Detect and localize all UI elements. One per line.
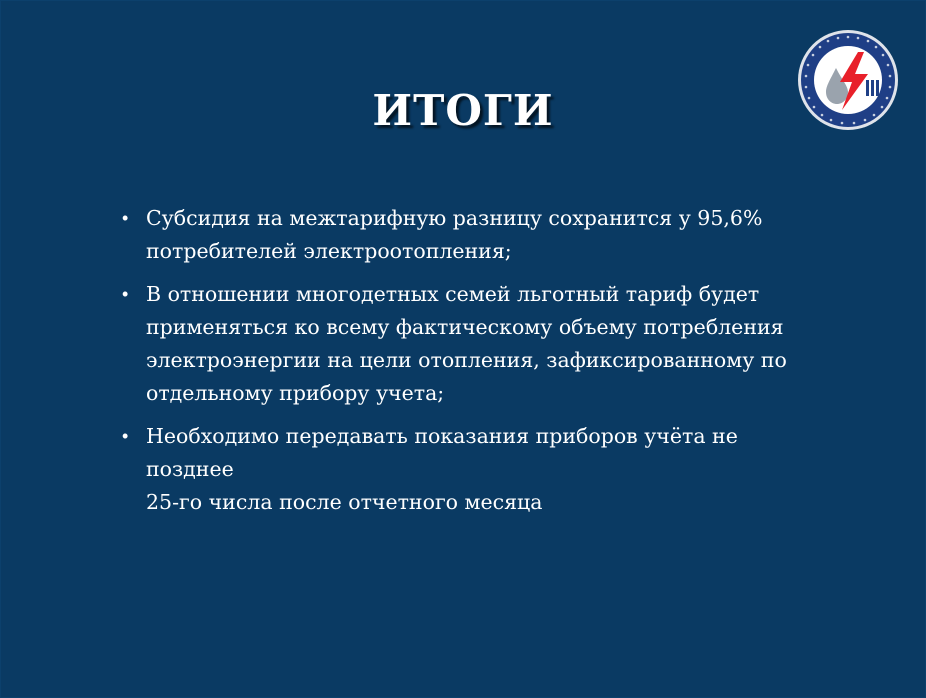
bullet-text-line: В отношении многодетных семей льготный тариф будет [146, 282, 760, 306]
bullet-text-line: Необходимо передавать показания приборов учёта не позднее [146, 424, 738, 481]
bullet-item-meter-readings [122, 420, 822, 519]
slide-title: ИТОГИ [372, 86, 554, 135]
bullet-list [122, 202, 822, 529]
bullet-text-line: Субсидия на межтарифную разницу сохранится у 95,6% [146, 206, 763, 230]
bullet-item-large-families [122, 278, 822, 410]
bullet-text-line: электроэнергии на цели отопления, зафиксированному по [146, 348, 787, 372]
bullet-text-line: применяться ко всему фактическому объему потребления [146, 315, 784, 339]
bullet-text-line: 25-го числа после отчетного месяца [146, 490, 543, 514]
bullet-icon: • [122, 208, 129, 228]
bullet-icon: • [122, 284, 129, 304]
bullet-icon: • [122, 426, 129, 446]
bullet-text-line: отдельному прибору учета; [146, 381, 445, 405]
bullet-item-subsidy [122, 202, 822, 268]
bullet-text-line: потребителей электроотопления; [146, 239, 512, 263]
